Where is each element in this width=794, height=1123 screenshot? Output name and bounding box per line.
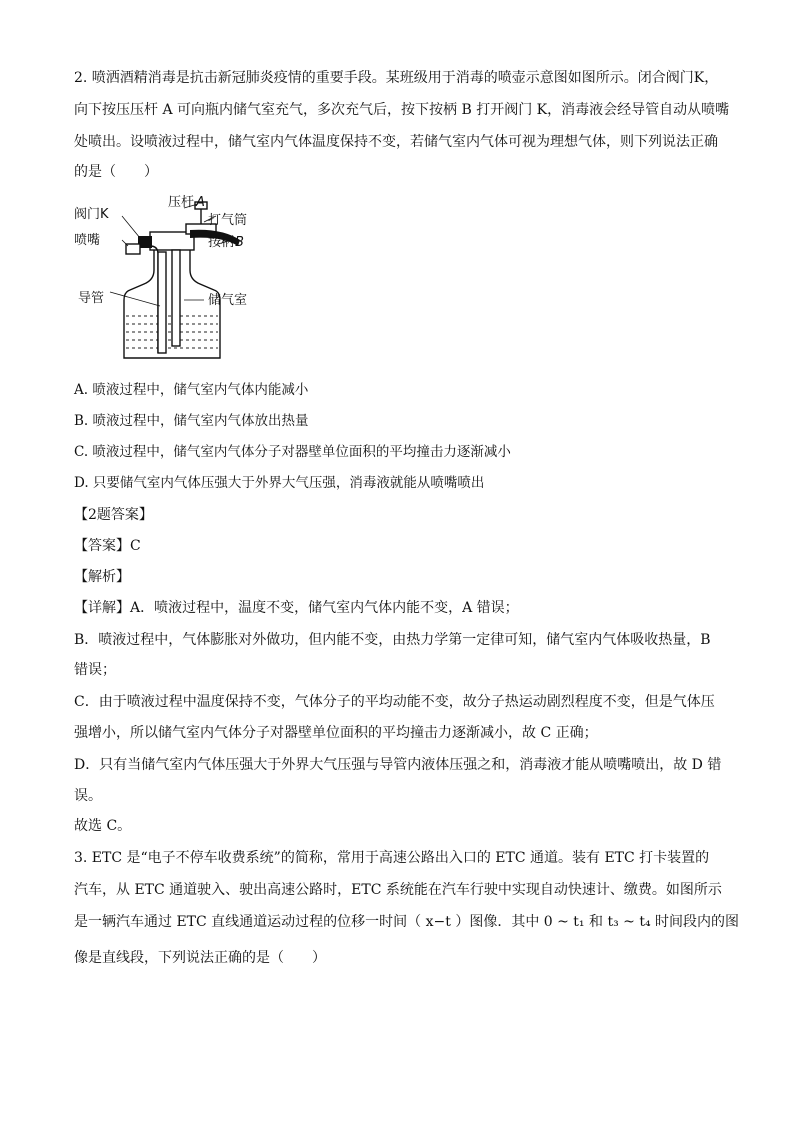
answer: 【答案】C <box>74 538 141 554</box>
q2-option-d: D. 只要储气室内气体压强大于外界大气压强，消毒液就能从喷嘴喷出 <box>74 475 485 491</box>
q2-option-b: B. 喷液过程中，储气室内气体放出热量 <box>74 413 309 429</box>
label-pump: 打气筒 <box>208 213 248 228</box>
delivery-tube <box>158 252 166 353</box>
label-chamber: 储气室 <box>208 293 248 308</box>
analysis-line-6: D．只有当储气室内气体压强大于外界大气压强与导管内液体压强之和，消毒液才能从喷嘴喷出，故 D 错 <box>74 757 722 773</box>
q2-stem-line-1: 2. 喷洒酒精消毒是抗击新冠肺炎疫情的重要手段。某班级用于消毒的喷壶示意图如图所示。闭合阀门K， <box>74 70 719 86</box>
analysis-line-5: 强增小，所以储气室内气体分子对器壁单位面积的平均撞击力逐渐减小，故 C 正确； <box>74 725 598 741</box>
q2-option-c: C. 喷液过程中，储气室内气体分子对器壁单位面积的平均撞击力逐渐减小 <box>74 444 511 460</box>
label-valve: 阀门K <box>74 207 109 222</box>
analysis-header: 【解析】 <box>74 569 130 585</box>
analysis-line-1: 【详解】A．喷液过程中，温度不变，储气室内气体内能不变，A 错误； <box>74 600 519 616</box>
label-handle: 按柄 <box>208 235 235 250</box>
analysis-line-7: 误。 <box>74 788 102 804</box>
q2-stem-line-3: 处喷出。设喷液过程中，储气室内气体温度保持不变，若储气室内气体可视为理想气体，则下列说法正确 <box>74 134 718 150</box>
label-pressure-rod-var: A <box>196 195 205 210</box>
spray-bottle-figure <box>72 188 292 368</box>
pump-tube <box>172 250 180 346</box>
nozzle <box>126 244 140 254</box>
analysis-line-3: 错误； <box>74 662 116 678</box>
analysis-line-4: C．由于喷液过程中温度保持不变，气体分子的平均动能不变，故分子热运动剧烈程度不变，但是气体压 <box>74 694 715 710</box>
analysis-line-8: 故选 C。 <box>74 818 132 834</box>
q2-option-a: A. 喷液过程中，储气室内气体内能减小 <box>74 382 309 398</box>
label-nozzle: 喷嘴 <box>74 233 101 248</box>
spray-bottle-diagram <box>72 188 292 368</box>
q2-stem-line-4: 的是（ ） <box>74 164 158 180</box>
label-handle-var: B <box>235 235 244 250</box>
label-tube: 导管 <box>78 291 105 306</box>
q2-stem-line-2: 向下按压压杆 A 可向瓶内储气室充气，多次充气后，按下按柄 B 打开阀门 K，消毒液会经导管自动从喷嘴 <box>74 102 730 118</box>
answer-header: 【2题答案】 <box>74 507 153 523</box>
q3-stem-line-4: 像是直线段，下列说法正确的是（ ） <box>74 950 326 966</box>
q3-stem-line-1: 3. ETC 是“电子不停车收费系统”的简称，常用于高速公路出入口的 ETC 通道。装有 ETC 打卡装置的 <box>74 850 710 866</box>
q3-stem-line-2: 汽车，从 ETC 通道驶入、驶出高速公路时，ETC 系统能在汽车行驶中实现自动快速计、缴费。如图所示 <box>74 882 722 898</box>
analysis-line-2: B．喷液过程中，气体膨胀对外做功，但内能不变，由热力学第一定律可知，储气室内气体吸收热量，B <box>74 632 711 648</box>
label-pressure-rod: 压杆 <box>168 195 195 210</box>
q3-stem-line-3: 是一辆汽车通过 ETC 直线通道运动过程的位移一时间（ x−t ）图像．其中 0 ~ t₁ 和 t₃ ~ t₄ 时间段内的图 <box>74 914 740 930</box>
